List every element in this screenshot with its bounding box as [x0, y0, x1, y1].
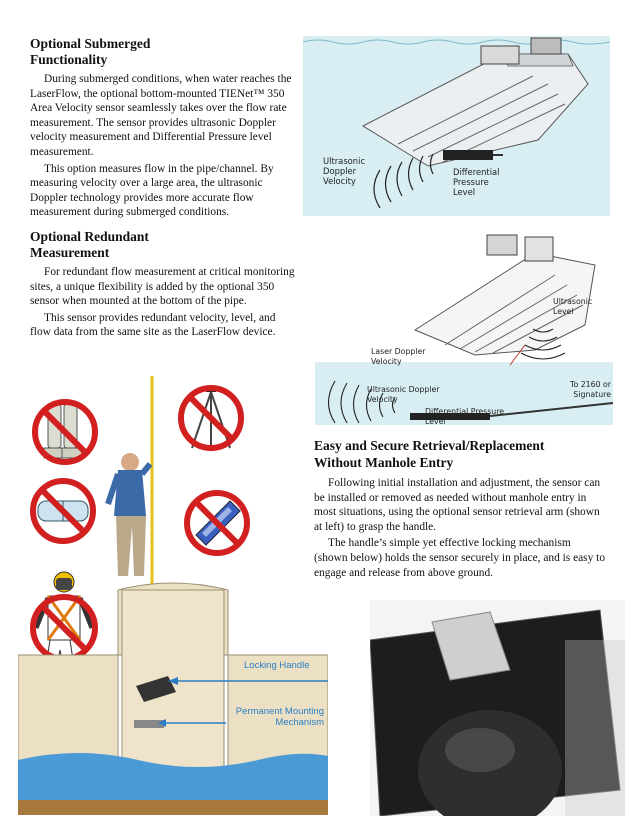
submerged-diagram — [303, 36, 610, 216]
mounting-mechanism-label: Permanent Mounting Mechanism — [235, 706, 324, 728]
retrieval-paragraph-2: The handle’s simple yet effective locking mechanism (shown below) holds the sensor securely in place, and is easy to engage and release from above ground. — [314, 537, 606, 579]
retrieval-title: Easy and Secure Retrieval/Replacement Without Manhole Entry — [314, 438, 545, 470]
laserflow-device — [363, 38, 588, 166]
mid-pressure-label: Differential Pressure Level — [425, 407, 505, 426]
redundant-title: Optional Redundant Measurement — [30, 229, 149, 260]
person-operator — [108, 453, 150, 576]
signature-label: To 2160 or Signature — [570, 380, 611, 399]
submerged-title: Optional Submerged Functionality — [30, 36, 151, 67]
locking-handle-photo — [370, 600, 625, 816]
retrieval-section — [314, 438, 606, 580]
locking-handle-label: Locking Handle — [244, 660, 310, 671]
mounting-bracket — [134, 720, 164, 728]
retrieval-paragraph-1: Following initial installation and adjustment, the sensor can be installed or removed as needed without manhole entry in most situations, using the optional sensor retrieval arm (shown at left) to grasp the handle. — [314, 477, 601, 533]
submerged-section — [30, 36, 295, 220]
redundant-section — [30, 229, 295, 340]
redundant-paragraph-1: For redundant flow measurement at critical monitoring sites, a unique flexibility is added by the optional 350 sensor when mounted at the bottom of the pipe. — [30, 266, 295, 308]
redundant-diagram — [315, 225, 613, 425]
laser-doppler-label: Laser Doppler Velocity — [371, 347, 426, 366]
ultrasonic-level-label: Ultrasonic Level — [553, 297, 593, 316]
350-sensor — [443, 150, 493, 160]
submerged-paragraph-1: During submerged conditions, when water reaches the LaserFlow, the optional bottom-mounted TIENet™ 350 Area Velocity sensor seamlessly takes over the flow rate measurement. The sensor provides ultrasonic Doppler velocity measurement and Differential Pressure level measurement. — [30, 73, 292, 158]
top-pressure-label: Differential Pressure Level — [453, 167, 500, 197]
manhole-scene — [18, 370, 328, 815]
mid-doppler-label: Ultrasonic Doppler Velocity — [367, 385, 440, 404]
redundant-paragraph-2: This sensor provides redundant velocity, level, and flow data from the same site as the LaserFlow device. — [30, 311, 276, 339]
top-doppler-label: Ultrasonic Doppler Velocity — [323, 156, 366, 186]
submerged-paragraph-2: This option measures flow in the pipe/channel. By measuring velocity over a large area, the ultrasonic Doppler technology provides more accurate flow measurement during submerged conditions. — [30, 162, 274, 219]
